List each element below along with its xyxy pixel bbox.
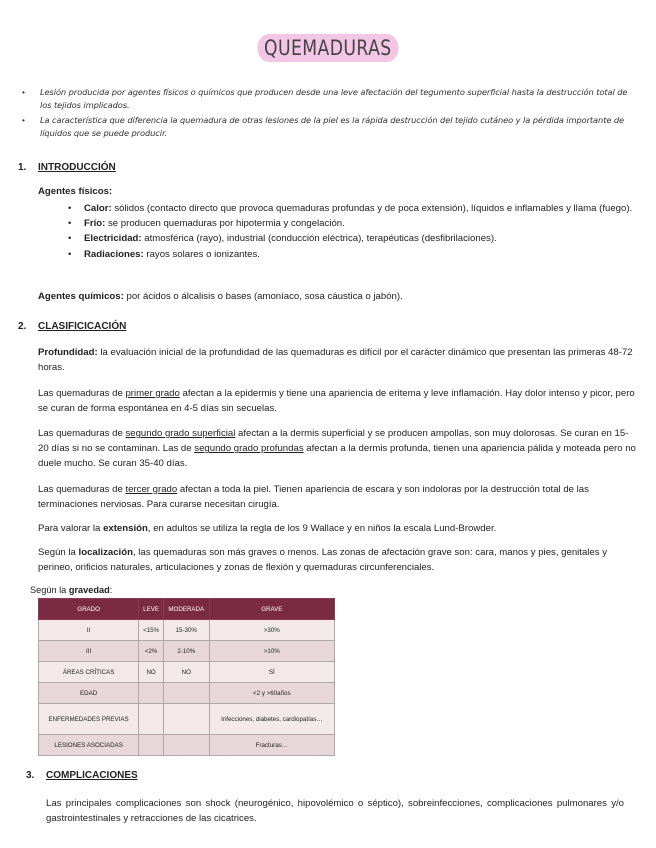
complications-paragraph: Las principales complicaciones son shock (neurogénico, hipovolémico o séptico), sobreinfecciones, complicaciones pulmonares y/o gastrointestinales y retracciones de las cicatrices. — [46, 798, 624, 825]
table-header: GRADO — [39, 599, 139, 620]
severity-table — [38, 598, 335, 756]
table-row — [39, 620, 335, 641]
table-header-row — [39, 599, 335, 620]
physical-agents-list — [62, 201, 638, 262]
location-paragraph: Según la localización, las quemaduras son más graves o menos. Las zonas de afectación grave son: cara, manos y pies, genitales y perineo, orificios naturales, articulaciones y zonas de flexión y quemaduras circunferenciales. — [38, 547, 608, 574]
table-cell: >30% — [209, 620, 334, 641]
extension-paragraph: Para valorar la extensión, en adultos se utiliza la regla de los 9 Wallace y en niños la escala Lund-Browder. — [38, 523, 497, 534]
depth-paragraph: Profundidad: la evaluación inicial de la profundidad de las quemaduras es difícil por el carácter dinámico que presentan las primeras 48-72 horas. — [38, 347, 633, 374]
table-cell: 2-10% — [163, 641, 209, 662]
table-cell — [163, 704, 209, 735]
intro-bullet: • Lesión producida por agentes físicos o químicos que producen desde una leve afectación del tegumento superficial hasta la destrucción total de los tejidos implicados. — [18, 86, 636, 111]
table-cell — [163, 683, 209, 704]
section-heading-introduccion: 1. INTRODUCCIÓN — [18, 162, 116, 173]
table-cell — [139, 735, 164, 756]
table-row — [39, 735, 335, 756]
list-item: • Electricidad: atmosférica (rayo), industrial (conducción eléctrica), terapéuticas (desfibrilaciones). — [62, 231, 638, 246]
table-cell — [139, 683, 164, 704]
intro-bullets — [18, 86, 636, 142]
second-degree-paragraph: Las quemaduras de segundo grado superficial afectan a la dermis superficial y se producen ampollas, son muy dolorosas. Se curan en 15-20 días si no se contaminan. Las de segundo grado profundas afectan a la dermis profunda, tienen una apariencia pálida y moteada pero no duele mucho. Se curan 35-40 días. — [38, 428, 636, 470]
table-cell: Infecciones, diabetes, cardiopatías… — [209, 704, 334, 735]
table-cell: <15% — [139, 620, 164, 641]
chemical-agents: Agentes químicos: por ácidos o álcalisis o bases (amoníaco, sosa cáustica o jabón). — [38, 291, 403, 302]
intro-bullet: • La característica que diferencia la quemadura de otras lesiones de la piel es la rápida destrucción del tejido cutáneo y la pérdida importante de líquidos que se puede producir. — [18, 114, 636, 139]
section-heading-complicaciones: 3. COMPLICACIONES — [26, 770, 138, 781]
title-wrap — [0, 34, 656, 62]
table-row — [39, 641, 335, 662]
table-row — [39, 662, 335, 683]
first-degree-paragraph: Las quemaduras de primer grado afectan a la epidermis y tiene una apariencia de eritema y leve inflamación. Hay dolor intenso y picor, pero se curan de forma espontánea en 4-5 días sin secuelas. — [38, 388, 635, 415]
section-heading-clasificacion: 2. CLASIFICICACIÓN — [18, 321, 127, 332]
table-cell: NO — [139, 662, 164, 683]
table-cell: ÁREAS CRÍTICAS — [39, 662, 139, 683]
table-cell: ENFERMEDADES PREVIAS — [39, 704, 139, 735]
page-title: QUEMADURAS — [258, 34, 399, 62]
table-header: MODERADA — [163, 599, 209, 620]
list-item: • Radiaciones: rayos solares o ionizantes. — [62, 247, 638, 262]
table-header: LEVE — [139, 599, 164, 620]
severity-label: Según la gravedad: — [30, 585, 113, 595]
table-row — [39, 704, 335, 735]
table-cell: Fracturas… — [209, 735, 334, 756]
table-cell: 15-30% — [163, 620, 209, 641]
table-cell: III — [39, 641, 139, 662]
list-item: • Frío: se producen quemaduras por hipotermia y congelación. — [62, 216, 638, 231]
table-cell: EDAD — [39, 683, 139, 704]
table-cell: >10% — [209, 641, 334, 662]
table-cell — [163, 735, 209, 756]
table-row — [39, 683, 335, 704]
third-degree-paragraph: Las quemaduras de tercer grado afectan a toda la piel. Tienen apariencia de escara y son indoloras por la destrucción total de las terminaciones nerviosas. Para curarse necesitan cirugía. — [38, 484, 589, 511]
table-cell: SÍ — [209, 662, 334, 683]
table-cell: LESIONES ASOCIADAS — [39, 735, 139, 756]
table-header: GRAVE — [209, 599, 334, 620]
table-cell — [139, 704, 164, 735]
table-cell: NO — [163, 662, 209, 683]
physical-agents-heading: Agentes físicos: — [38, 186, 113, 197]
list-item: • Calor: sólidos (contacto directo que provoca quemaduras profundas y de poca extensión), líquidos e inflamables y llama (fuego). — [62, 201, 638, 216]
table-cell: II — [39, 620, 139, 641]
table-cell: <2 y >60años — [209, 683, 334, 704]
table-cell: <2% — [139, 641, 164, 662]
